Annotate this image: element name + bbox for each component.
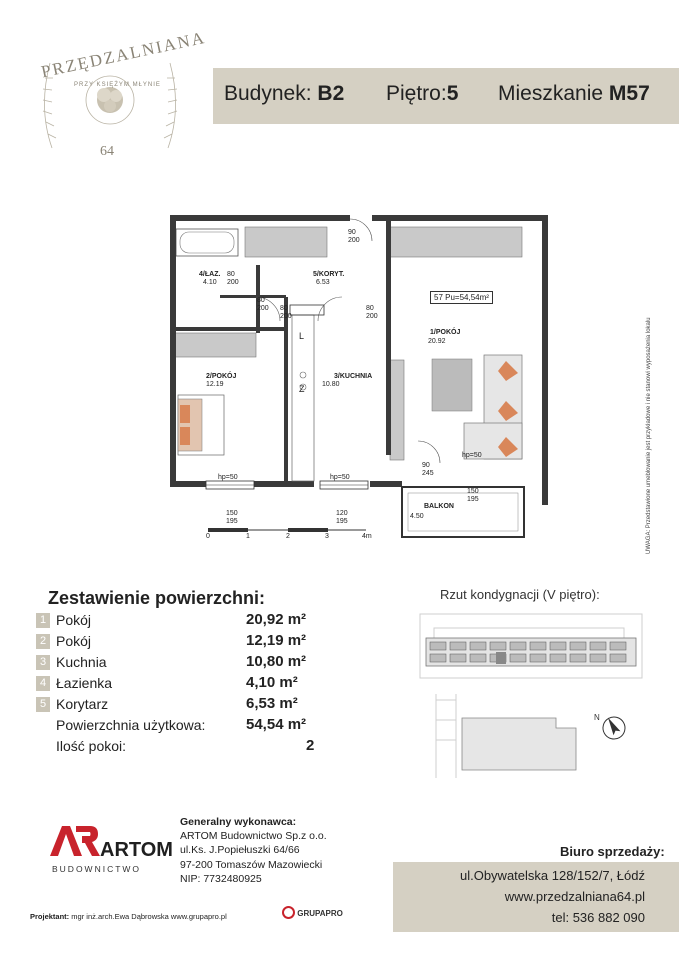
scale-tick: 3 — [325, 533, 329, 540]
usable-value: 54,54 m² — [246, 716, 307, 733]
room-area-kitchen: 10.80 — [322, 381, 340, 388]
window-hp-label: hp=50 — [330, 474, 350, 481]
contractor-line: NIP: 7732480925 — [180, 872, 262, 885]
sales-phone[interactable]: tel: 536 882 090 — [551, 910, 645, 925]
kitchen-sink-letter: Z — [299, 384, 305, 394]
grupapro-logo — [282, 906, 343, 919]
rzut-title: Rzut kondygnacji (V piętro): — [440, 587, 600, 602]
summary-usable-row — [36, 717, 336, 735]
floor-info — [386, 82, 458, 106]
rooms-label: Ilość pokoi: — [56, 738, 127, 754]
contractor-line: 97-200 Tomaszów Mazowiecki — [180, 858, 323, 871]
room-area-living: 20.92 — [428, 338, 446, 345]
row-value: 4,10 m² — [246, 674, 298, 691]
door-dim: 80 200 — [227, 271, 239, 286]
kitchen-fridge-letter: L — [299, 331, 305, 341]
apartment-info — [498, 82, 650, 106]
designer-credit — [30, 912, 227, 921]
north-label: N — [594, 713, 600, 722]
unit-area-label: 57 Pu=54,54m² — [430, 291, 493, 304]
summary-rooms-row — [36, 738, 336, 756]
room-area-balcony: 4.50 — [410, 513, 424, 520]
artom-logo-sub: BUDOWNICTWO — [52, 864, 142, 874]
window-hp-label: hp=50 — [462, 452, 482, 459]
row-value: 20,92 m² — [246, 611, 307, 628]
row-label: Łazienka — [56, 675, 113, 691]
building-value: B2 — [317, 82, 345, 105]
contractor-line: ARTOM Budownictwo Sp.z o.o. — [180, 830, 327, 843]
contractor-title: Generalny wykonawca: — [180, 816, 297, 828]
door-dim: 90 200 — [348, 229, 360, 244]
room-label-corridor: 5/KORYT. — [313, 271, 345, 278]
row-number: 2 — [36, 634, 50, 649]
floor-value: 5 — [446, 82, 459, 105]
row-number: 5 — [36, 697, 50, 712]
summary-row — [36, 696, 336, 714]
sales-title: Biuro sprzedaży: — [560, 844, 665, 859]
logo-number: 64 — [100, 144, 114, 159]
apartment-label: Mieszkanie — [498, 82, 604, 105]
door-dim: 90 245 — [422, 462, 434, 477]
room-area-corridor: 6.53 — [316, 279, 330, 286]
grupapro-icon — [282, 906, 295, 919]
designer-label: Projektant: — [30, 912, 70, 921]
scale-tick: 4m — [362, 533, 372, 540]
summary-row — [36, 633, 336, 651]
site-plan — [416, 610, 646, 790]
designer-text: mgr inż.arch.Ewa Dąbrowska www.grupapro.pl — [71, 912, 227, 921]
artom-logo — [48, 822, 173, 882]
contractor-block — [180, 815, 327, 886]
room-label-bedroom: 2/POKÓJ — [206, 373, 237, 380]
room-label-bathroom: 4/ŁAZ. — [199, 271, 221, 278]
row-number: 1 — [36, 613, 50, 628]
room-label-kitchen: 3/KUCHNIA — [334, 373, 373, 380]
scale-tick: 1 — [246, 533, 250, 540]
grupapro-text: GRUPAPRO — [297, 909, 343, 918]
row-value: 10,80 m² — [246, 653, 307, 670]
artom-logo-text: ARTOM — [100, 839, 173, 861]
row-label: Pokój — [56, 633, 92, 649]
logo-name: PRZĘDZALNIANA — [39, 27, 208, 82]
floor-label: Piętro: — [386, 82, 447, 105]
row-label: Pokój — [56, 612, 92, 628]
window-hp-label: hp=50 — [218, 474, 238, 481]
row-value: 12,19 m² — [246, 632, 307, 649]
window-dim: 150 195 — [467, 488, 479, 503]
door-dim: 80 200 — [366, 305, 378, 320]
summary-row — [36, 654, 336, 672]
room-label-balcony: BALKON — [424, 503, 454, 510]
scale-tick: 2 — [286, 533, 290, 540]
rooms-value: 2 — [306, 737, 315, 754]
row-label: Korytarz — [56, 696, 109, 712]
logo-subtitle: PRZY KSIĘŻYM MŁYNIE — [74, 82, 161, 88]
sales-website-link[interactable]: www.przedzalniana64.pl — [504, 889, 645, 904]
room-area-bedroom: 12.19 — [206, 381, 224, 388]
room-label-living: 1/POKÓJ — [430, 329, 461, 336]
summary-title: Zestawienie powierzchni: — [48, 588, 266, 608]
building-label: Budynek: — [224, 82, 312, 105]
furniture-disclaimer: UWAGA: Przedstawione umeblowanie jest przykładowe i nie stanowi wyposażenia lokalu — [646, 317, 652, 554]
row-value: 6,53 m² — [246, 695, 298, 712]
door-dim: 80 200 — [257, 297, 269, 312]
window-dim: 150 195 — [226, 510, 238, 525]
row-number: 4 — [36, 676, 50, 691]
door-dim: 80 200 — [280, 305, 292, 320]
row-label: Kuchnia — [56, 654, 107, 670]
contractor-line: ul.Ks. J.Popiełuszki 64/66 — [180, 844, 300, 857]
row-number: 3 — [36, 655, 50, 670]
sales-address: ul.Obywatelska 128/152/7, Łódź — [459, 868, 645, 883]
usable-label: Powierzchnia użytkowa: — [56, 717, 206, 733]
summary-row — [36, 675, 336, 693]
building-info — [224, 82, 344, 106]
room-area-bathroom: 4.10 — [203, 279, 217, 286]
scale-tick: 0 — [206, 533, 210, 540]
summary-row — [36, 612, 336, 630]
window-dim: 120 195 — [336, 510, 348, 525]
apartment-value: M57 — [608, 82, 650, 105]
